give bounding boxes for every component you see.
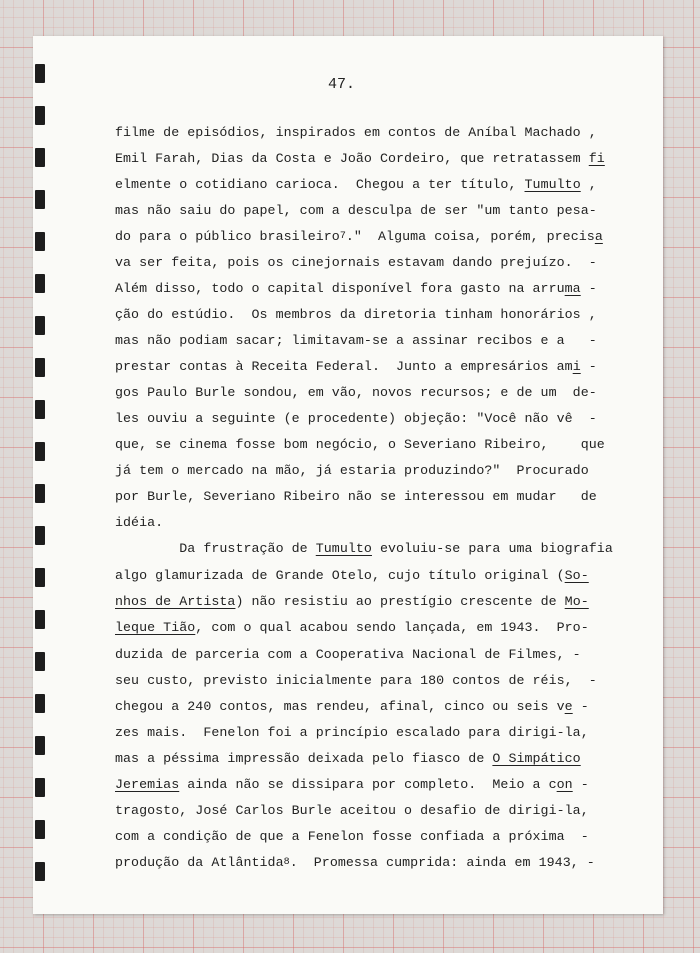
text-segment: Emil Farah, Dias da Costa e João Cordeiro, que retratassem xyxy=(115,151,589,166)
text-segment: prestar contas à Receita Federal. Junto a empresários am xyxy=(115,359,573,374)
text-segment: - xyxy=(572,699,589,714)
footnote-marker: 7 xyxy=(339,231,346,242)
text-segment: zes mais. Fenelon foi a princípio escalado para dirigi-la, xyxy=(115,725,589,740)
text-segment: tragosto, José Carlos Burle aceitou o desafio de dirigi-la, xyxy=(115,803,589,818)
text-segment: mas não podiam sacar; limitavam-se a assinar recibos e a - xyxy=(115,333,597,348)
page-number: 47. xyxy=(328,76,356,93)
text-segment: ainda não se dissipara por completo. Meio a c xyxy=(179,777,557,792)
text-line xyxy=(115,541,635,557)
binding-hole xyxy=(35,106,45,125)
typewritten-page xyxy=(33,36,663,914)
underlined-text: i xyxy=(572,359,581,374)
text-segment: ção do estúdio. Os membros da diretoria tinham honorários , xyxy=(115,307,597,322)
text-segment: - xyxy=(572,777,589,792)
binding-hole xyxy=(35,64,45,83)
text-segment: duzida de parceria com a Cooperativa Nacional de Filmes, - xyxy=(115,647,581,662)
text-segment: elmente o cotidiano carioca. Chegou a ter título, xyxy=(115,177,525,192)
underlined-text: Tumulto xyxy=(524,177,581,192)
text-line xyxy=(115,411,635,427)
text-segment: produção da Atlântida xyxy=(115,855,284,870)
underlined-text: on xyxy=(556,777,573,792)
text-line xyxy=(115,568,635,584)
text-segment: algo glamurizada de Grande Otelo, cujo título original ( xyxy=(115,568,565,583)
text-segment: Além disso, todo o capital disponível fora gasto na arru xyxy=(115,281,565,296)
underlined-text: ma xyxy=(564,281,581,296)
binding-hole xyxy=(35,736,45,755)
text-segment: , com o qual acabou sendo lançada, em 1943. Pro- xyxy=(195,620,589,635)
text-segment: - xyxy=(580,359,597,374)
text-segment: - xyxy=(580,281,597,296)
footnote-marker: 8 xyxy=(283,857,290,868)
text-line xyxy=(115,151,635,167)
text-segment: mas não saiu do papel, com a desculpa de ser "um tanto pesa- xyxy=(115,203,597,218)
binding-hole xyxy=(35,820,45,839)
text-line xyxy=(115,699,635,715)
text-line xyxy=(115,647,635,663)
text-line xyxy=(115,803,635,819)
text-line xyxy=(115,255,635,271)
text-segment: va ser feita, pois os cinejornais estavam dando prejuízo. - xyxy=(115,255,597,270)
text-segment: ) não resistiu ao prestígio crescente de xyxy=(235,594,565,609)
text-line xyxy=(115,333,635,349)
text-segment: já tem o mercado na mão, já estaria produzindo?" Procurado xyxy=(115,463,589,478)
text-segment: . Promessa cumprida: ainda em 1943, - xyxy=(289,855,595,870)
binding-hole xyxy=(35,652,45,671)
text-line xyxy=(115,855,635,871)
text-segment: Da frustração de xyxy=(115,541,316,556)
binding-hole xyxy=(35,274,45,293)
text-segment: com a condição de que a Fenelon fosse confiada a próxima - xyxy=(115,829,589,844)
text-segment: que, se cinema fosse bom negócio, o Severiano Ribeiro, que xyxy=(115,437,605,452)
binding-hole xyxy=(35,442,45,461)
text-line xyxy=(115,751,635,767)
text-line xyxy=(115,203,635,219)
binding-hole xyxy=(35,778,45,797)
text-line xyxy=(115,620,635,636)
text-segment: idéia. xyxy=(115,515,164,530)
text-segment: mas a péssima impressão deixada pelo fiasco de xyxy=(115,751,493,766)
binding-hole xyxy=(35,610,45,629)
text-line xyxy=(115,385,635,401)
underlined-text: a xyxy=(594,229,603,244)
text-line xyxy=(115,489,635,505)
text-line xyxy=(115,125,635,141)
binding-hole xyxy=(35,400,45,419)
text-line xyxy=(115,307,635,323)
underlined-text: fi xyxy=(588,151,605,166)
underlined-text: leque Tião xyxy=(115,620,196,635)
text-line xyxy=(115,829,635,845)
text-segment: les ouviu a seguinte (e procedente) objeção: "Você não vê - xyxy=(115,411,597,426)
text-line xyxy=(115,229,635,245)
text-line xyxy=(115,281,635,297)
underlined-text: e xyxy=(564,699,573,714)
binding-hole xyxy=(35,148,45,167)
text-segment: gos Paulo Burle sondou, em vão, novos recursos; e de um de- xyxy=(115,385,597,400)
text-line xyxy=(115,673,635,689)
text-segment: ." Alguma coisa, porém, precis xyxy=(345,229,595,244)
underlined-text: Jeremias xyxy=(115,777,180,792)
text-line xyxy=(115,359,635,375)
text-segment: chegou a 240 contos, mas rendeu, afinal, cinco ou seis v xyxy=(115,699,565,714)
text-line xyxy=(115,437,635,453)
text-segment: evoluiu-se para uma biografia xyxy=(371,541,613,556)
text-line xyxy=(115,725,635,741)
text-line xyxy=(115,594,635,610)
binding-hole xyxy=(35,862,45,881)
text-segment: do para o público brasileiro xyxy=(115,229,340,244)
binding-hole xyxy=(35,190,45,209)
binding-hole xyxy=(35,694,45,713)
underlined-text: So- xyxy=(564,568,589,583)
text-segment: , xyxy=(580,177,597,192)
text-line xyxy=(115,177,635,193)
binding-hole xyxy=(35,568,45,587)
text-segment: seu custo, previsto inicialmente para 180 contos de réis, - xyxy=(115,673,597,688)
binding-hole xyxy=(35,232,45,251)
text-segment: filme de episódios, inspirados em contos de Aníbal Machado , xyxy=(115,125,597,140)
text-line xyxy=(115,515,635,531)
binding-hole xyxy=(35,316,45,335)
binding-hole xyxy=(35,358,45,377)
underlined-text: Tumulto xyxy=(315,541,372,556)
text-line xyxy=(115,777,635,793)
binding-hole xyxy=(35,484,45,503)
text-line xyxy=(115,463,635,479)
binding-hole xyxy=(35,526,45,545)
text-segment: por Burle, Severiano Ribeiro não se interessou em mudar de xyxy=(115,489,597,504)
underlined-text: O Simpático xyxy=(492,751,581,766)
underlined-text: Mo- xyxy=(564,594,589,609)
underlined-text: nhos de Artista xyxy=(115,594,236,609)
